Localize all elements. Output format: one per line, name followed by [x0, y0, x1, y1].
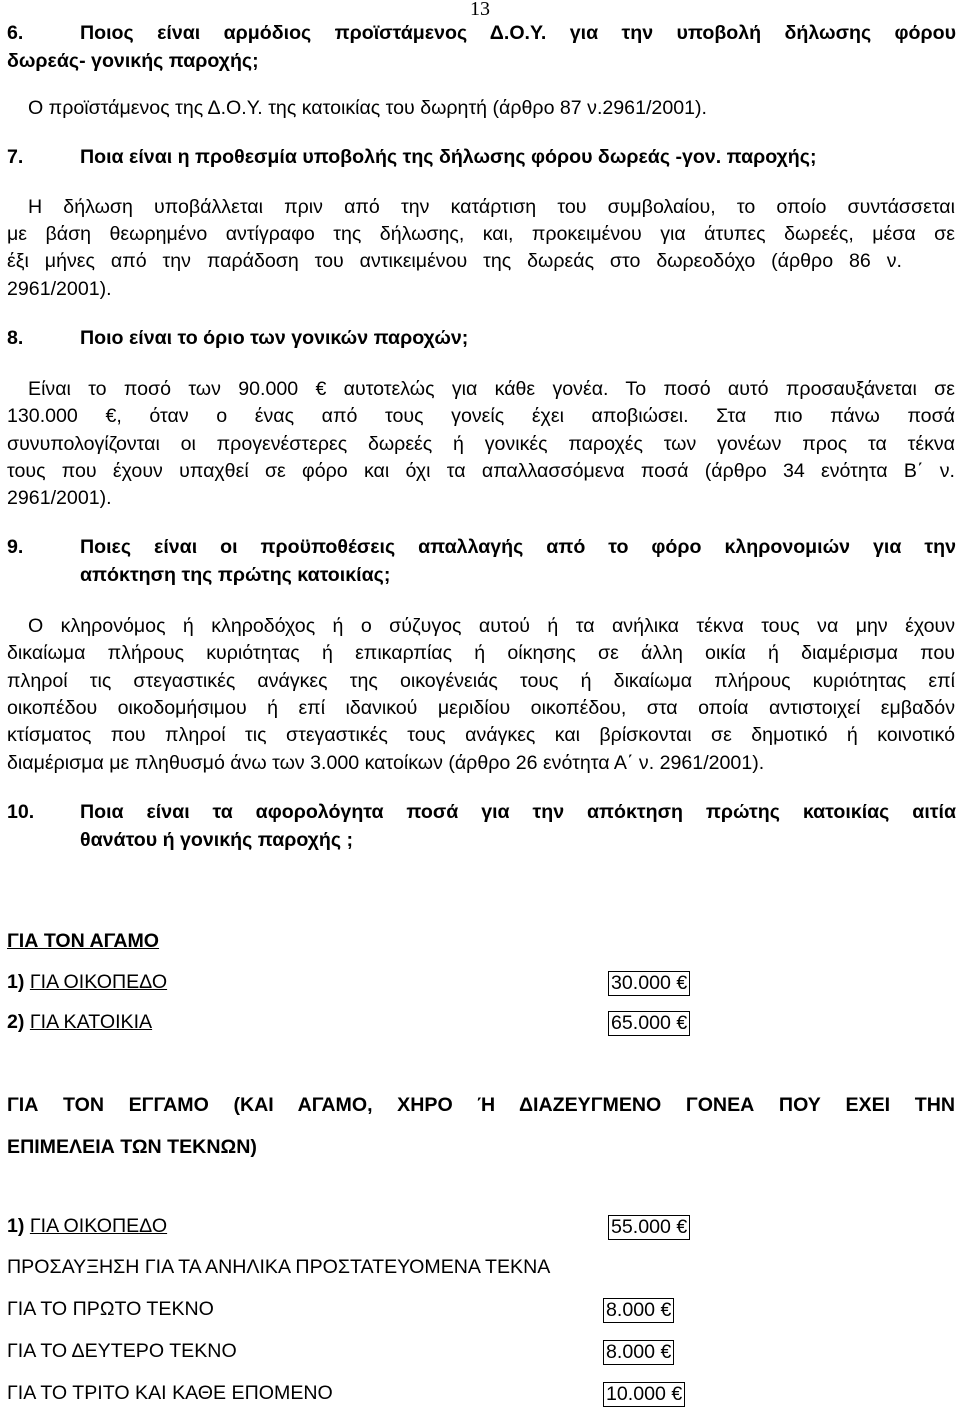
q8-question: Ποιο είναι το όριο των γονικών παροχών; [80, 327, 469, 349]
q7-answer-line: με βάση θεωρημένο αντίγραφο της δήλωσης, και, προκειμένου για άτυπες δωρεές, μέσα σε [7, 223, 955, 245]
q6-number: 6. [7, 22, 24, 44]
q9-answer-line: κτίσματος που πληροί τις στεγαστικές τους ανάγκες και βρίσκονται σε δημοτικό ή κοινοτικό [7, 724, 955, 746]
q10-question-line1: Ποια είναι τα αφορολόγητα ποσά για την απόκτηση πρώτης κατοικίας αιτία [80, 801, 956, 823]
amount-value: 8.000 [606, 1341, 656, 1363]
q9-question-line2: απόκτηση της πρώτης κατοικίας; [80, 564, 391, 586]
unmarried-plot-amount [608, 971, 690, 996]
euro-icon: € [660, 1341, 672, 1363]
q7-question: Ποια είναι η προθεσμία υποβολής της δήλωσης φόρου δωρεάς -γον. παροχής; [80, 146, 817, 168]
row-label: ΓΙΑ ΚΑΤΟΙΚΙΑ [29, 1011, 153, 1033]
child-row-label: ΓΙΑ ΤΟ ΠΡΩΤΟ ΤΕΚΝΟ [7, 1298, 214, 1320]
q9-question-line1: Ποιες είναι οι προϋποθέσεις απαλλαγής από το φόρο κληρονομιών για την [80, 536, 956, 558]
amount-value: 8.000 [606, 1299, 656, 1321]
child-row-amount [603, 1382, 685, 1407]
married-heading-line2: ΕΠΙΜΕΛΕΙΑ ΤΩΝ ΤΕΚΝΩΝ) [7, 1136, 257, 1158]
child-row-label: ΓΙΑ ΤΟ ΔΕΥΤΕΡΟ ΤΕΚΝΟ [7, 1340, 237, 1362]
amount-value: 30.000 [611, 972, 671, 994]
amount-value: 10.000 [606, 1383, 666, 1405]
q9-number: 9. [7, 536, 24, 558]
child-row-amount [603, 1298, 674, 1323]
child-row-label: ΓΙΑ ΤΟ ΤΡΙΤΟ ΚΑΙ ΚΑΘΕ ΕΠΟΜΕΝΟ [7, 1382, 333, 1404]
q6-answer: Ο προϊστάμενος της Δ.Ο.Υ. της κατοικίας του δωρητή (άρθρο 87 ν.2961/2001). [28, 97, 707, 119]
q10-number: 10. [7, 801, 35, 823]
row-number: 1) [7, 1215, 25, 1237]
q6-question-line1: Ποιος είναι αρμόδιος προϊστάμενος Δ.Ο.Υ. για την υποβολή δήλωσης φόρου [80, 22, 956, 44]
q8-answer-line: συνυπολογίζονται οι προγενέστερες δωρεές ή γονικές παροχές των γονέων προς τα τέκνα [7, 433, 955, 455]
unmarried-heading: ΓΙΑ ΤΟΝ ΑΓΑΜΟ [7, 930, 160, 952]
q9-answer-line: Ο κληρονόμος ή κληροδόχος ή ο σύζυγος αυτού ή τα ανήλικα τέκνα τους να μην έχουν [28, 615, 955, 637]
q7-answer-line: έξι μήνες από την παράδοση του αντικειμένου της δωρεάς στο δωρεοδόχο (άρθρο 86 ν. [7, 250, 902, 272]
increase-heading: ΠΡΟΣΑΥΞΗΣΗ ΓΙΑ ΤΑ ΑΝΗΛΙΚΑ ΠΡΟΣΤΑΤΕΥΟΜΕΝΑ ΤΕΚΝΑ [7, 1256, 551, 1278]
q9-answer-line: διαμέρισμα με πληθυσμό άνω των 3.000 κατοίκων (άρθρο 26 ενότητα Α΄ ν. 2961/2001). [7, 752, 765, 774]
q9-answer-line: δικαίωμα πλήρους κυριότητας ή επικαρπίας ή οίκησης σε άλλη οικία ή διαμέρισμα που [7, 642, 955, 664]
q8-answer-line: τους που έχουν υπαχθεί σε φόρο και όχι τα απαλλασσόμενα ποσά (άρθρο 34 ενότητα Β΄ ν. [7, 460, 955, 482]
euro-icon: € [671, 1383, 683, 1405]
row-number: 1) [7, 971, 25, 993]
row-number: 2) [7, 1011, 25, 1033]
q7-answer-line: Η δήλωση υποβάλλεται πριν από την κατάρτιση του συμβολαίου, το οποίο συντάσσεται [28, 196, 955, 218]
q9-answer-line: οικοπέδου οικοδομήσιμου ή επί ιδανικού μεριδίου οικοπέδου, στα οποία αντιστοιχεί εμβαδόν [7, 697, 955, 719]
euro-icon: € [676, 1012, 688, 1034]
q7-answer-line: 2961/2001). [7, 278, 112, 300]
page-number: 13 [470, 0, 490, 20]
married-row-plot [7, 1215, 167, 1238]
q8-number: 8. [7, 327, 24, 349]
euro-icon: € [676, 972, 688, 994]
unmarried-row-house [7, 1011, 152, 1034]
row-label: ΓΙΑ ΟΙΚΟΠΕΔΟ [29, 1215, 168, 1237]
unmarried-row-plot [7, 971, 167, 994]
amount-value: 65.000 [611, 1012, 671, 1034]
unmarried-house-amount [608, 1011, 690, 1036]
row-label: ΓΙΑ ΟΙΚΟΠΕΔΟ [29, 971, 168, 993]
amount-value: 55.000 [611, 1216, 671, 1238]
q8-answer-line: 130.000 €, όταν ο ένας από τους γονείς έχει αποβιώσει. Στα πιο πάνω ποσά [7, 405, 955, 427]
married-plot-amount [608, 1215, 690, 1240]
q10-question-line2: θανάτου ή γονικής παροχής ; [80, 829, 354, 851]
child-row-amount [603, 1340, 674, 1365]
euro-icon: € [660, 1299, 672, 1321]
q7-number: 7. [7, 146, 24, 168]
q9-answer-line: πληροί τις στεγαστικές ανάγκες της οικογένειάς τους ή δικαίωμα πλήρους κυριότητας επί [7, 670, 955, 692]
q8-answer-line: Είναι το ποσό των 90.000 € αυτοτελώς για κάθε γονέα. Το ποσό αυτό προσαυξάνεται σε [28, 378, 955, 400]
married-heading-line1: ΓΙΑ ΤΟΝ ΕΓΓΑΜΟ (ΚΑΙ ΑΓΑΜΟ, ΧΗΡΟ Ή ΔΙΑΖΕΥΓΜΕΝΟ ΓΟΝΕΑ ΠΟΥ ΕΧΕΙ ΤΗΝ [7, 1094, 955, 1116]
euro-icon: € [676, 1216, 688, 1238]
q6-question-line2: δωρεάς- γονικής παροχής; [7, 50, 259, 72]
q8-answer-line: 2961/2001). [7, 487, 112, 509]
